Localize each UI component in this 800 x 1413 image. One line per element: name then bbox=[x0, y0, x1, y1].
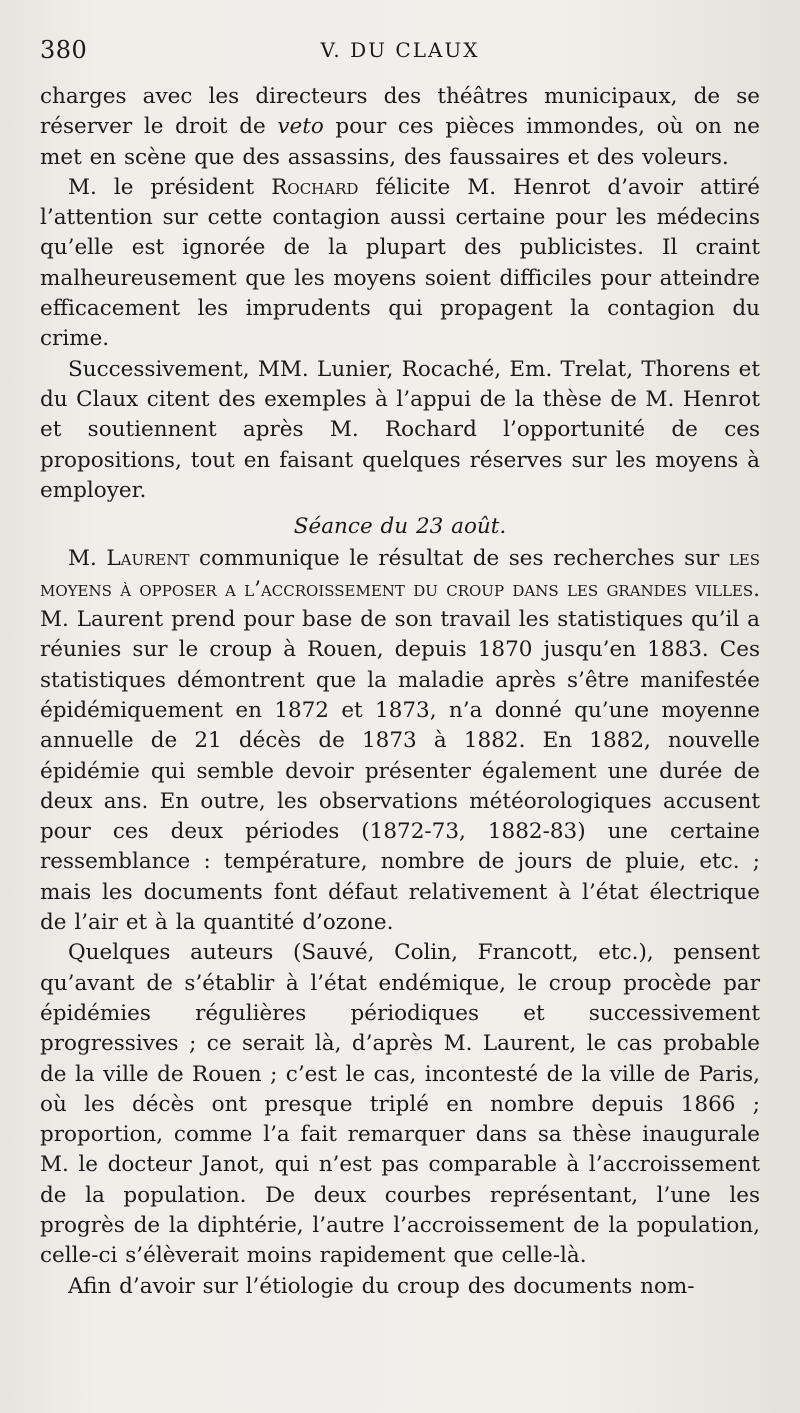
paragraph-text: communique le résultat de ses recherches sur bbox=[189, 546, 729, 572]
paragraph-continuation: charges avec les directeurs des théâtres municipaux, de se réserver le droit de veto pour ces pièces immondes, où on ne met en scène que des assassins, des faussaires et des voleurs. bbox=[40, 84, 760, 170]
paragraph-text: M. Laurent prend pour base de son travail les statistiques qu’il a réunies sur le croup à Rouen, depuis 1870 jusqu’en 1883. Ces statistiques démontrent que la maladie après s’être manifestée épidémiquement en 1872 et 1873, n’a donné qu’une moyenne annuelle de 21 décès de 1873 à 1882. En 1882, nouvelle épidémie qui semble devoir présenter également une durée de deux ans. En outre, les observations météorologiques accusent pour ces deux périodes (1872-73, 1882-83) une certaine ressemblance : température, nombre de jours de pluie, etc. ; mais les documents font défaut relativement à l’état électrique de l’air et à la quantité d’ozone. bbox=[40, 607, 760, 936]
paragraph-laurent bbox=[40, 544, 760, 938]
body-text bbox=[40, 82, 760, 1302]
paragraph-authors: Quelques auteurs (Sauvé, Colin, Francott, etc.), pensent qu’avant de s’établir à l’état endémique, le croup procède par épidémies régulières périodiques et successivement progressives ; ce serait là, d’après M. Laurent, le cas probable de la ville de Rouen ; c’est le cas, incontesté de la ville de Paris, où les décès ont presque triplé en nombre depuis 1866 ; proportion, comme l’a fait remarquer dans sa thèse inaugurale M. le docteur Janot, qui n’est pas comparable à l’accroissement de la population. De deux courbes représentant, l’une les progrès de la diphtérie, l’autre l’accroissement de la population, celle-ci s’élèverait moins rapidement que celle-là. bbox=[40, 940, 760, 1269]
paragraph-text: M. bbox=[68, 546, 107, 572]
paragraph-discussion: Successivement, MM. Lunier, Rocaché, Em. Trelat, Thorens et du Claux citent des exemples à l’appui de la thèse de M. Henrot et soutiennent après M. Rochard l’opportunité de ces propositions, tout en faisant quelques réserves sur les moyens à employer. bbox=[40, 356, 760, 503]
paragraph-text: félicite M. Henrot d’avoir attiré l’attention sur cette contagion aussi certaine pour les médecins qu’elle est ignorée de la plupart des publicistes. Il craint malheureusement que les moyens soient difficiles pour atteindre efficacement les imprudents qui propagent la contagion du crime. bbox=[40, 174, 760, 352]
speaker-name: Laurent bbox=[106, 546, 190, 572]
speaker-name: Rochard bbox=[271, 174, 359, 200]
page-header bbox=[40, 36, 760, 70]
paragraph-final: Afin d’avoir sur l’étiologie du croup des documents nom- bbox=[68, 1273, 695, 1299]
running-head: V. DU CLAUX bbox=[320, 38, 480, 62]
paragraph-rochard bbox=[40, 173, 760, 355]
paragraph-text: M. le président bbox=[68, 174, 272, 200]
section-heading: Séance du 23 août. bbox=[293, 514, 507, 540]
emphasized-word: veto bbox=[277, 114, 324, 140]
communication-title: les moyens à opposer a l’accroissement du croup dans les grandes villes. bbox=[40, 546, 761, 602]
page-number: 380 bbox=[40, 36, 88, 64]
